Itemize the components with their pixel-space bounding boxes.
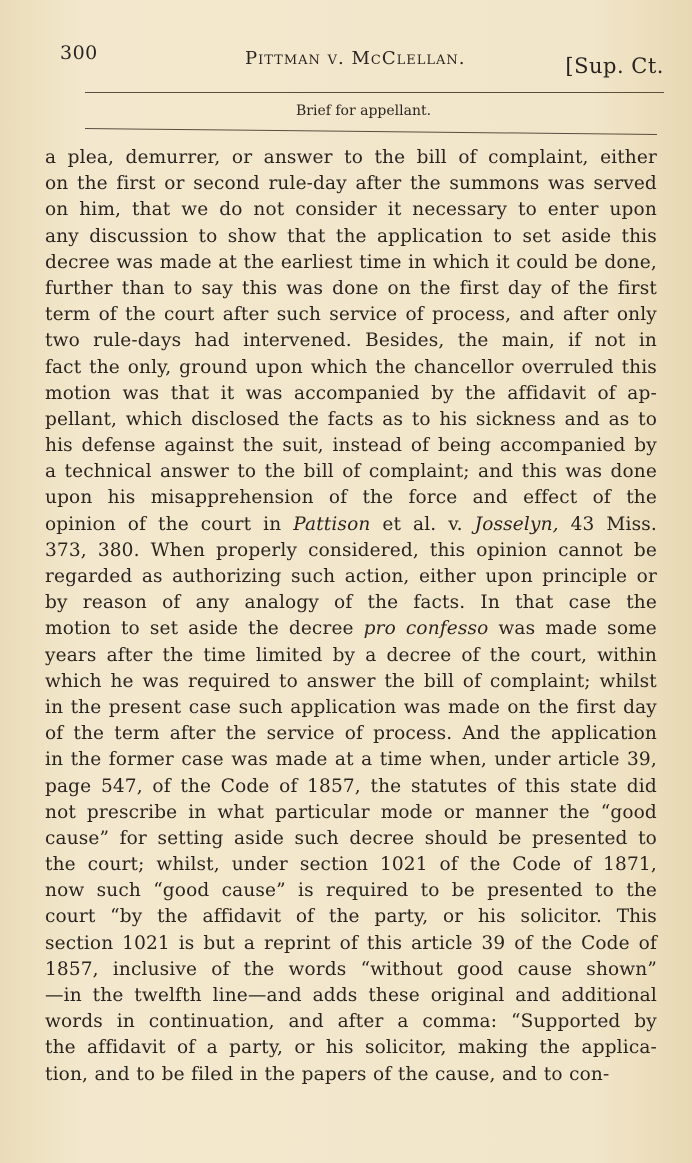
text-line: fact the only, ground upon which the chancellor overruled this xyxy=(45,356,657,378)
text-line: any discussion to show that the application to set aside this xyxy=(45,225,657,247)
text-line: motion to set aside the decree pro confesso was made some xyxy=(45,618,657,640)
text-line: in the former case was made at a time when, under article 39, xyxy=(45,749,657,771)
text-line: the court; whilst, under section 1021 of the Code of 1871, xyxy=(45,854,657,876)
page-number: 300 xyxy=(60,42,98,64)
text-line: his defense against the suit, instead of being accompanied by xyxy=(45,435,657,457)
text-line: a plea, demurrer, or answer to the bill of complaint, either xyxy=(45,147,657,168)
text-line: section 1021 is but a reprint of this article 39 of the Code of xyxy=(45,932,657,954)
running-title: Pittman v. McClellan. xyxy=(245,48,466,69)
text-line: years after the time limited by a decree of the court, within xyxy=(45,644,657,666)
text-line: further than to say this was done on the first day of the first xyxy=(45,277,657,299)
text-line: cause” for setting aside such decree should be presented to xyxy=(45,827,657,849)
text-line: not prescribe in what particular mode or manner the “good xyxy=(45,801,657,823)
text-line: of the term after the service of process. And the application xyxy=(45,723,657,745)
text-line: tion, and to be filed in the papers of the cause, and to con- xyxy=(45,1063,610,1085)
text-line: 373, 380. When properly considered, this opinion cannot be xyxy=(45,539,657,561)
text-line: on the first or second rule-day after the summons was served xyxy=(45,173,657,195)
text-line: now such “good cause” is required to be presented to the xyxy=(45,880,657,902)
text-line: in the present case such application was made on the first day xyxy=(45,696,657,718)
body-text xyxy=(45,145,657,1088)
section-rule xyxy=(85,128,657,135)
text-line: opinion of the court in Pattison et al. v. Josselyn, 43 Miss. xyxy=(45,513,657,535)
header-rule xyxy=(85,92,664,93)
text-line: on him, that we do not consider it necessary to enter upon xyxy=(45,199,657,221)
text-line: regarded as authorizing such action, either upon principle or xyxy=(45,566,657,587)
text-line: two rule-days had intervened. Besides, the main, if not in xyxy=(45,330,657,352)
text-line: term of the court after such service of process, and after only xyxy=(45,304,657,326)
text-line: 1857, inclusive of the words “without good cause shown” xyxy=(45,958,657,980)
text-line: pellant, which disclosed the facts as to his sickness and as to xyxy=(45,408,657,430)
text-line: —in the twelfth line—and adds these original and additional xyxy=(45,985,657,1006)
text-line: court “by the affidavit of the party, or his solicitor. This xyxy=(45,906,657,928)
text-line: decree was made at the earliest time in which it could be done, xyxy=(45,251,657,273)
text-line: which he was required to answer the bill of complaint; whilst xyxy=(45,670,657,692)
court-label: [Sup. Ct. xyxy=(565,54,664,78)
text-line: by reason of any analogy of the facts. In that case the xyxy=(45,592,657,614)
section-label: Brief for appellant. xyxy=(296,103,432,119)
text-line: page 547, of the Code of 1857, the statutes of this state did xyxy=(45,775,657,797)
text-line: upon his misapprehension of the force and effect of the xyxy=(45,487,657,509)
text-line: motion was that it was accompanied by the affidavit of ap- xyxy=(45,382,657,404)
text-line: the affidavit of a party, or his solicitor, making the applica- xyxy=(45,1037,657,1059)
text-line: words in continuation, and after a comma: “Supported by xyxy=(45,1011,657,1033)
text-line: a technical answer to the bill of complaint; and this was done xyxy=(45,461,657,483)
running-header xyxy=(60,40,664,80)
